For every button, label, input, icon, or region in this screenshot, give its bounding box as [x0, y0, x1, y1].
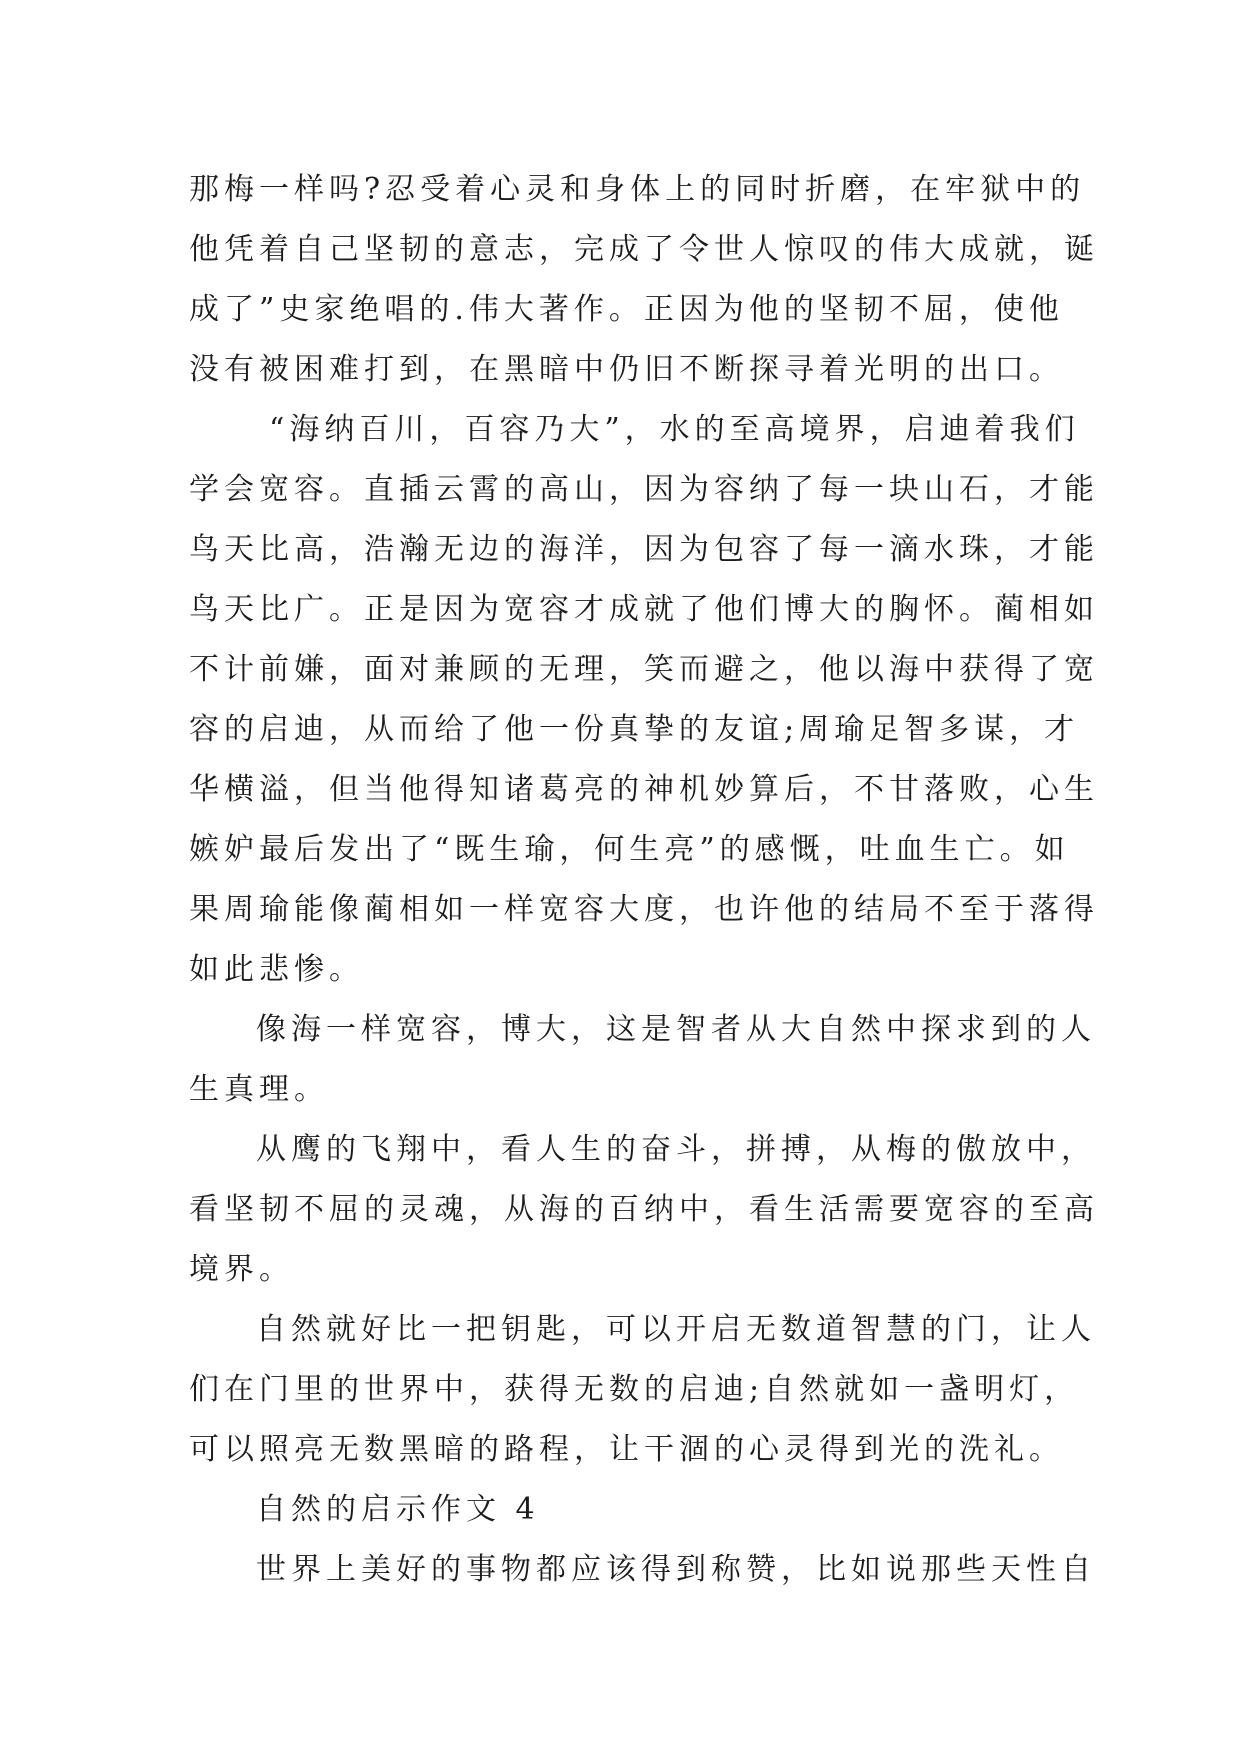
text-line: 如此悲惨。: [189, 952, 364, 987]
text-line: 境界。: [189, 1252, 294, 1287]
text-line: 像海一样宽容，博大，这是智者从大自然中探求到的人: [256, 1012, 1096, 1047]
text-line: 他凭着自己坚韧的意志，完成了令世人惊叹的伟大成就，诞: [189, 232, 1099, 267]
paragraph-3: [189, 1000, 1096, 1120]
text-line: 鸟天比高，浩瀚无边的海洋，因为包容了每一滴水珠，才能: [189, 532, 1099, 567]
text-line: 没有被困难打到，在黑暗中仍旧不断探寻着光明的出口。: [189, 352, 1064, 387]
section-heading: [189, 1480, 1055, 1540]
text-line: 容的启迪，从而给了他一份真挚的友谊;周瑜足智多谋，才: [189, 712, 1080, 747]
text-line: 看坚韧不屈的灵魂，从海的百纳中，看生活需要宽容的至高: [189, 1192, 1099, 1227]
text-line: 学会宽容。直插云霄的高山，因为容纳了每一块山石，才能: [189, 472, 1099, 507]
text-line: 鸟天比广。正是因为宽容才成就了他们博大的胸怀。蔺相如: [189, 592, 1099, 627]
text-line: 世界上美好的事物都应该得到称赞，比如说那些天性自: [256, 1552, 1096, 1587]
text-line: 那梅一样吗?忍受着心灵和身体上的同时折磨，在牢狱中的: [189, 172, 1086, 207]
text-line: 可以照亮无数黑暗的路程，让干涸的心灵得到光的洗礼。: [189, 1432, 1064, 1467]
text-line: “海纳百川，百容乃大”，水的至高境界，启迪着我们: [269, 412, 1080, 447]
document-body: [189, 160, 1099, 1600]
text-line: 从鹰的飞翔中，看人生的奋斗，拼搏，从梅的傲放中，: [256, 1132, 1096, 1167]
paragraph-5: [189, 1300, 1096, 1480]
paragraph-4: [189, 1120, 1099, 1300]
text-line: 们在门里的世界中，获得无数的启迪;自然就如一盏明灯，: [189, 1372, 1080, 1407]
text-line: 果周瑜能像蔺相如一样宽容大度，也许他的结局不至于落得: [189, 892, 1099, 927]
text-line: 不计前嫌，面对兼顾的无理，笑而避之，他以海中获得了宽: [189, 652, 1099, 687]
text-line: 嫉妒最后发出了“既生瑜，何生亮”的感慨，吐血生亡。如: [189, 832, 1070, 867]
text-line: 成了”史家绝唱的.伟大著作。正因为他的坚韧不屈，使他: [189, 292, 1064, 327]
paragraph-2: [189, 400, 1099, 1000]
text-line: 生真理。: [189, 1072, 329, 1107]
paragraph-1: [189, 160, 1099, 400]
paragraph-6: [189, 1540, 1096, 1600]
heading-line: 自然的启示作文 4: [256, 1492, 540, 1527]
text-line: 自然就好比一把钥匙，可以开启无数道智慧的门，让人: [256, 1312, 1096, 1347]
text-line: 华横溢，但当他得知诸葛亮的神机妙算后，不甘落败，心生: [189, 772, 1099, 807]
